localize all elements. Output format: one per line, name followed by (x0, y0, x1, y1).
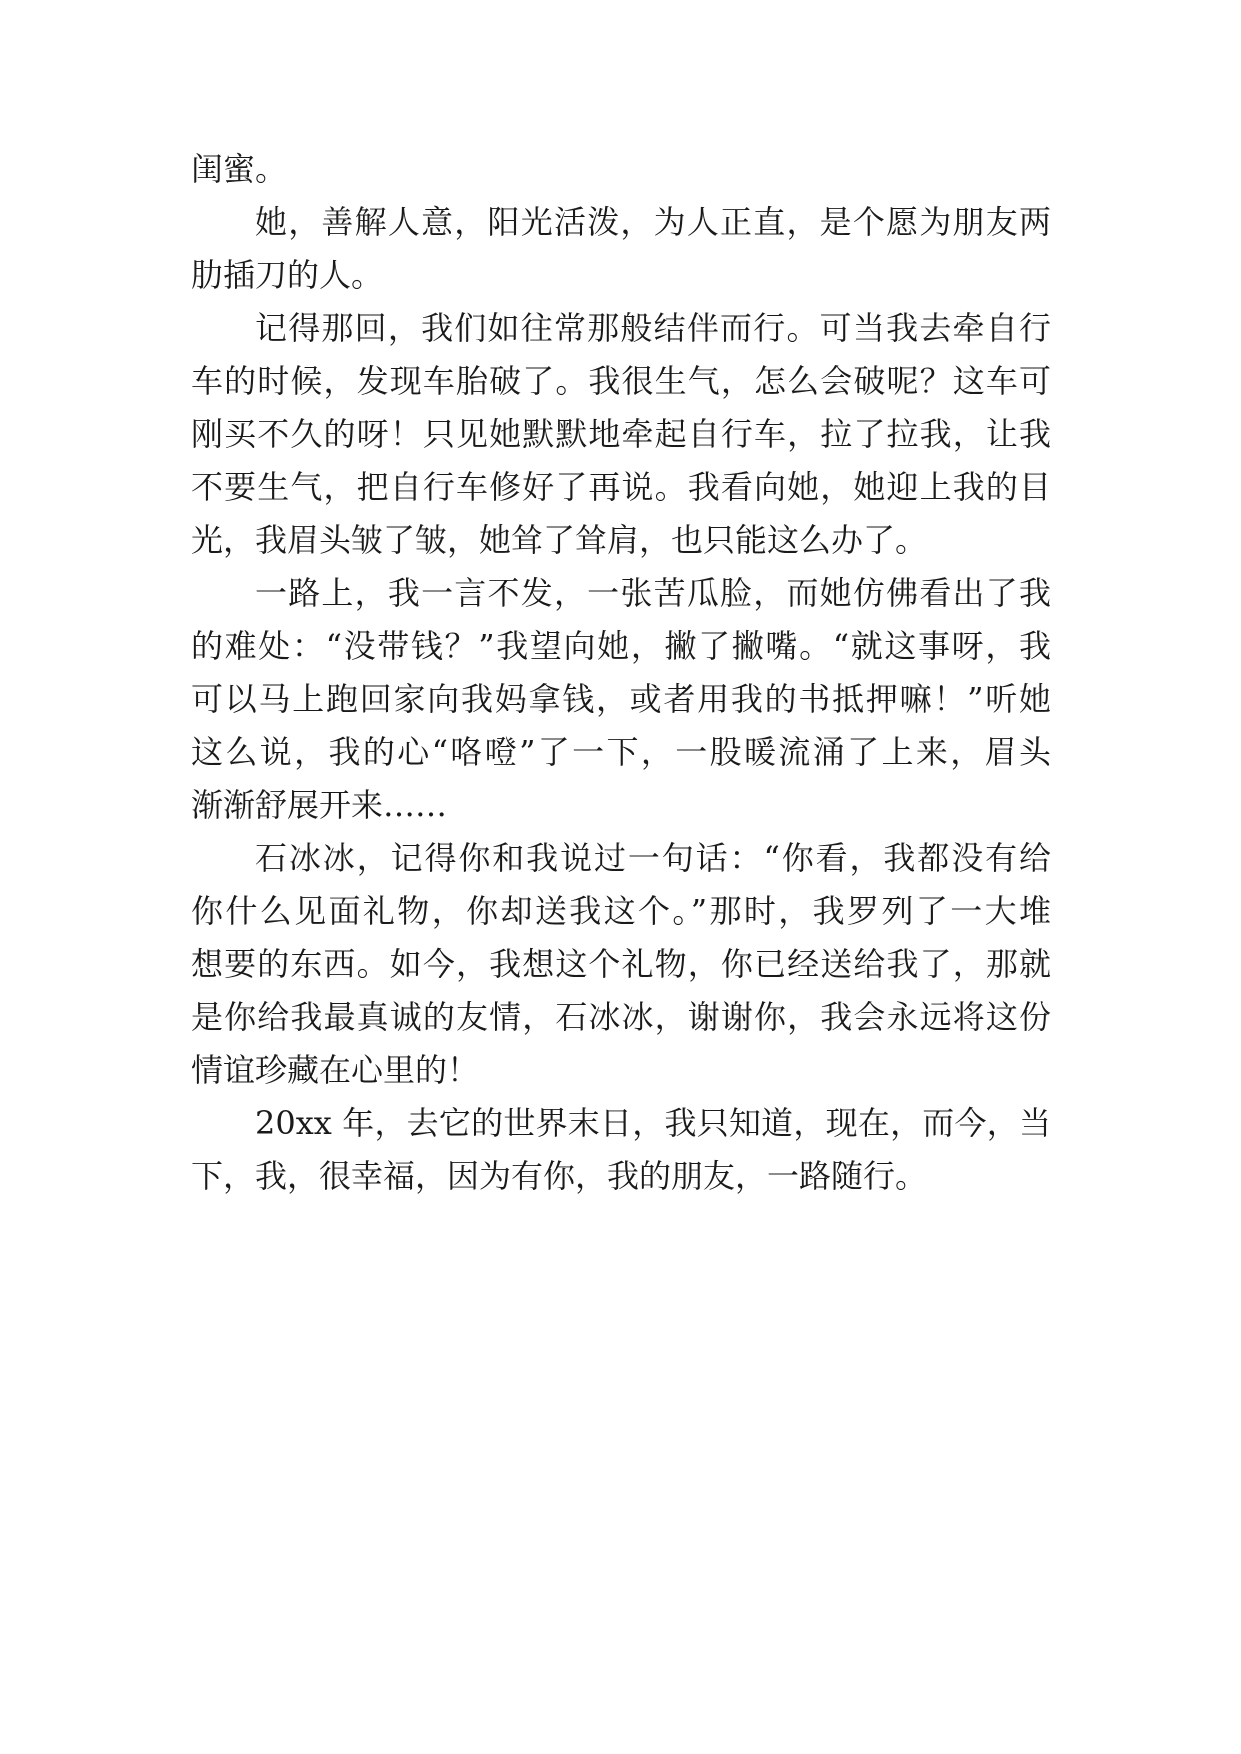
text-line: 车的时候，发现车胎破了。我很生气，怎么会破呢？这车可 (191, 362, 1051, 400)
text-line: 记得那回，我们如往常那般结伴而行。可当我去牵自行 (255, 309, 1051, 347)
text-line: 石冰冰，记得你和我说过一句话：“你看，我都没有给 (255, 839, 1051, 877)
text-line: 渐渐舒展开来…… (191, 786, 448, 824)
text-line: 这么说，我的心“咯噔”了一下，一股暖流涌了上来，眉头 (191, 733, 1051, 771)
text-line: 20xx 年，去它的世界末日，我只知道，现在，而今，当 (255, 1104, 1051, 1142)
text-line: 你什么见面礼物，你却送我这个。”那时，我罗列了一大堆 (191, 892, 1051, 930)
text-line: 光，我眉头皱了皱，她耸了耸肩，也只能这么办了。 (191, 521, 928, 559)
text-line: 不要生气，把自行车修好了再说。我看向她，她迎上我的目 (191, 468, 1051, 506)
text-line: 她，善解人意，阳光活泼，为人正直，是个愿为朋友两 (255, 203, 1051, 241)
text-line: 想要的东西。如今，我想这个礼物，你已经送给我了，那就 (191, 945, 1051, 983)
text-line: 情谊珍藏在心里的！ (191, 1051, 480, 1089)
text-line: 的难处：“没带钱？”我望向她，撇了撇嘴。“就这事呀，我 (191, 627, 1051, 665)
text-line: 是你给我最真诚的友情，石冰冰，谢谢你，我会永远将这份 (191, 998, 1051, 1036)
text-line: 闺蜜。 (191, 150, 288, 188)
text-line: 刚买不久的呀！只见她默默地牵起自行车，拉了拉我，让我 (191, 415, 1051, 453)
text-line: 可以马上跑回家向我妈拿钱，或者用我的书抵押嘛！”听她 (191, 680, 1051, 718)
text-line: 肋插刀的人。 (191, 256, 384, 294)
text-line: 一路上，我一言不发，一张苦瓜脸，而她仿佛看出了我 (255, 574, 1051, 612)
text-line: 下，我，很幸福，因为有你，我的朋友，一路随行。 (191, 1157, 928, 1195)
